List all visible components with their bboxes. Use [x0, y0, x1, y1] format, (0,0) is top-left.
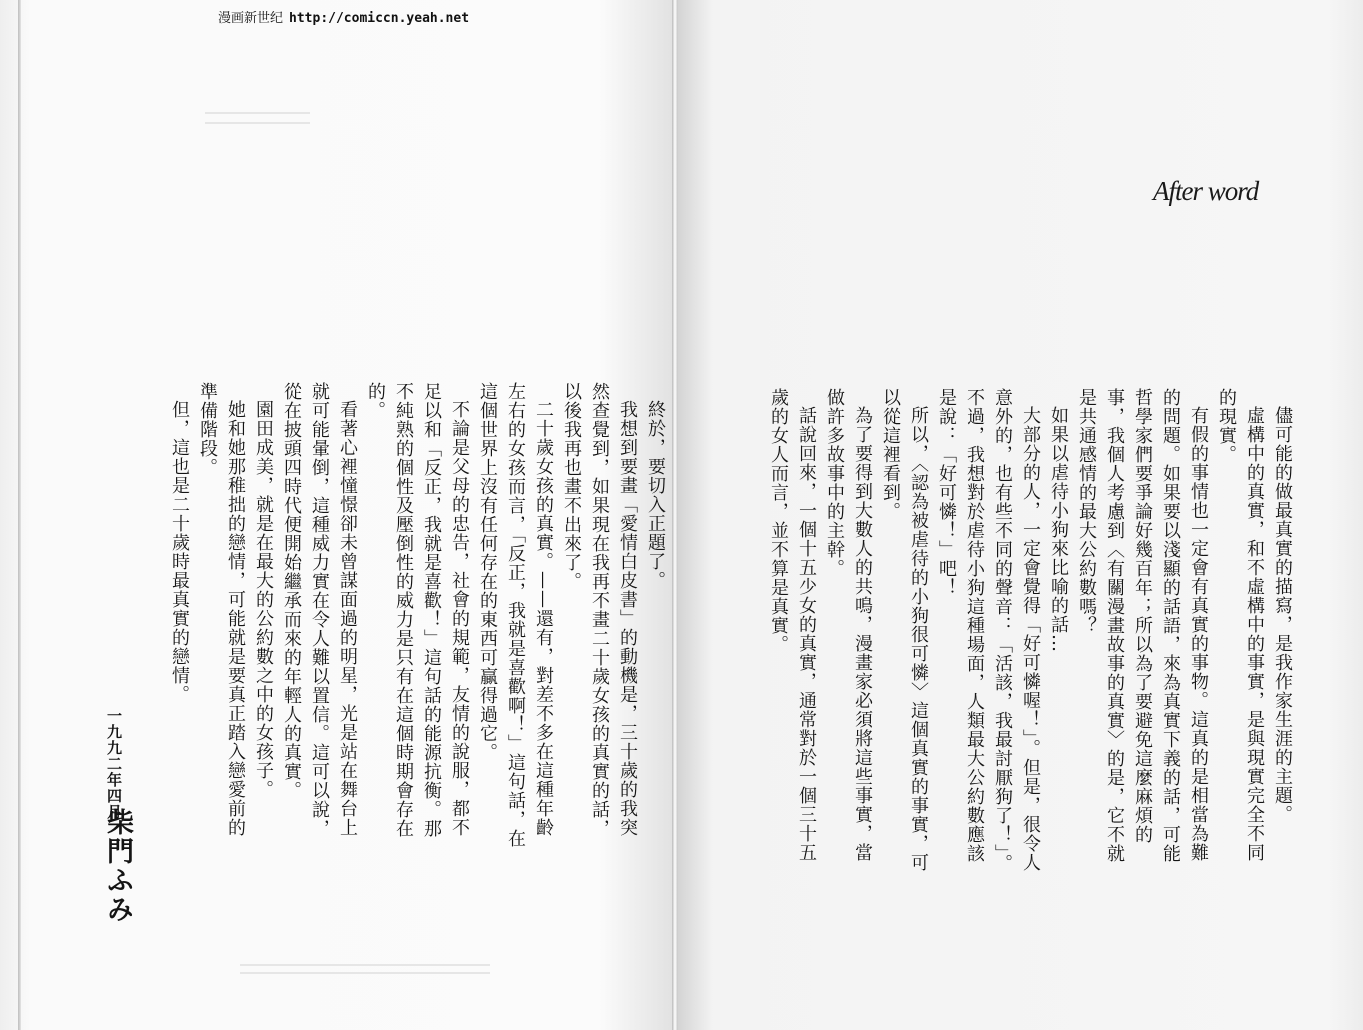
left-page — [0, 0, 672, 1030]
paragraph: 我想到要畫「愛情白皮書」的動機是，三十歲的我突然查覺到，如果現在我再不畫二十歲女孩的真實的話，以後我再也畫不出來了。 — [561, 382, 638, 838]
paragraph: 看著心裡憧憬卻未曾謀面過的明星，光是站在舞台上就可能暈倒，這種威力實在令人難以置信。這可以說，從在披頭四時代便開始繼承而來的年輕人的真實。 — [281, 382, 358, 838]
paragraph: 所以，〈認為被虐待的小狗很可憐〉這個真實的事實，可以從這裡看到。 — [880, 388, 929, 872]
paragraph: 終於，要切入正題了。 — [645, 400, 666, 590]
afterword-body-left — [165, 382, 669, 852]
paragraph: 她和她那稚拙的戀情，可能就是要真正踏入戀愛前的準備階段。 — [197, 382, 246, 837]
watermark — [218, 7, 469, 26]
signature-date: 一九九二年四月 — [105, 708, 123, 820]
paragraph: 二十歲女孩的真實。——還有，對差不多在這種年齡左右的女孩而言，「反正，我就是喜歡啊！」這句話，在這個世界上沒有任何存在的東西可贏得過它。 — [477, 382, 554, 848]
show-through-bar — [205, 122, 310, 124]
afterword-heading: After word — [1153, 176, 1259, 206]
watermark-url[interactable]: http://comiccn.yeah.net — [289, 11, 470, 26]
paragraph: 話說回來，一個十五少女的真實，通常對於一個三十五歲的女人而言，並不算是真實。 — [768, 388, 817, 862]
paragraph: 儘可能的做最真實的描寫，是我作家生涯的主題。 — [1272, 406, 1293, 824]
watermark-site: 漫画新世纪 — [218, 11, 284, 26]
show-through-bar — [205, 112, 310, 114]
paragraph: 為了要得到大數人的共鳴，漫畫家必須將這些事實，當做許多故事中的主幹。 — [824, 388, 873, 862]
paragraph: 如果以虐待小狗來比喻的話… — [1048, 406, 1069, 653]
paragraph: 虛構中的真實，和不虛構中的事實，是與現實完全不同的現實。 — [1216, 388, 1265, 862]
page-edge-line — [18, 0, 21, 1030]
paragraph: 但，這也是二十歲時最真實的戀情。 — [169, 400, 190, 704]
paragraph: 不論是父母的忠告，社會的規範，友情的說服，都不足以和「反正，我就是喜歡！」這句話的能源抗衡。那不純熟的個性及壓倒性的威力是只有在這個時期會存在的。 — [365, 382, 470, 838]
show-through-bar — [240, 972, 490, 974]
paragraph: 有假的事情也一定會有真實的事物。這真的是相當為難的問題。如果要以淺顯的話語，來為真實下義的話，可能哲學家們要爭論好幾百年；所以為了要避免這麼麻煩的事，我個人考慮到〈有關漫畫故事的真實〉的是，它不就是共通感情的最大公約數嗎？ — [1076, 388, 1209, 863]
afterword-body-right — [764, 388, 1296, 878]
paragraph: 大部分的人，一定會覺得「好可憐喔！」。但是，很令人意外的，也有些不同的聲音：「活該，我最討厭狗了！」。不過，我想對於虐待小狗這種場面，人類最大公約數應該是說：「好可憐！」吧！ — [936, 388, 1041, 873]
show-through-bar — [240, 964, 490, 966]
signature-author: 柴門ふみ — [102, 808, 133, 924]
paragraph: 園田成美，就是在最大的公約數之中的女孩子。 — [253, 400, 274, 799]
